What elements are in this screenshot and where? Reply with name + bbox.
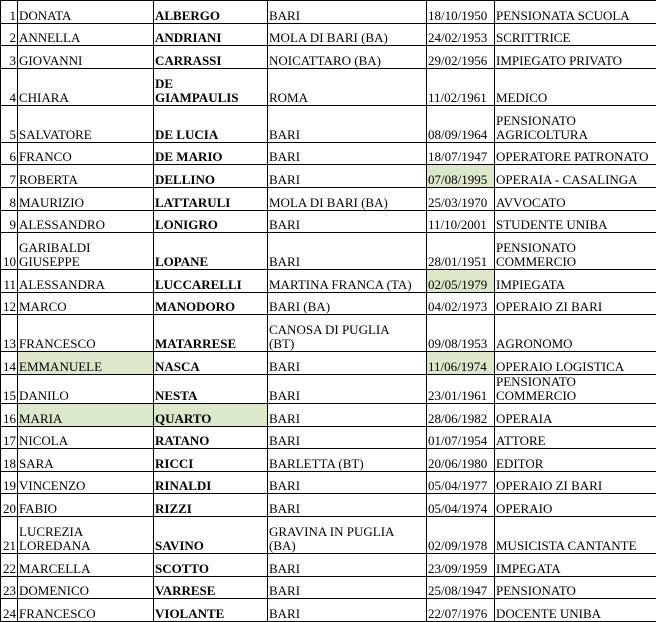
birth-date-cell: 02/09/1978 (427, 516, 495, 553)
table-row (1, 374, 656, 403)
first-name-cell: MARCELLA (18, 553, 154, 576)
last-name-cell: LUCCARELLI (154, 270, 268, 293)
profession-cell: PENSIONATO COMMERCIO (495, 374, 656, 403)
birth-date-cell: 11/06/1974 (427, 352, 495, 375)
table-row (1, 553, 656, 576)
city-cell: BARI (268, 426, 427, 449)
last-name-cell: LATTARULI (154, 187, 268, 210)
table-row (1, 516, 656, 553)
first-name-cell: FRANCESCO (18, 599, 154, 622)
first-name-cell: MARIA (18, 403, 154, 426)
city-cell: ROMA (268, 68, 427, 105)
row-number: 7 (1, 165, 18, 188)
row-number: 3 (1, 46, 18, 69)
first-name-cell: DONATA (18, 1, 154, 24)
city-cell: BARI (268, 105, 427, 142)
city-cell: NOICATTARO (BA) (268, 46, 427, 69)
profession-cell: OPERAIA (495, 403, 656, 426)
table-row (1, 576, 656, 599)
row-number: 20 (1, 494, 18, 517)
profession-cell: MUSICISTA CANTANTE (495, 516, 656, 553)
profession-cell: AVVOCATO (495, 187, 656, 210)
profession-cell-line: PENSIONATO (496, 114, 655, 128)
last-name-cell: RICCI (154, 449, 268, 472)
city-cell: BARI (268, 233, 427, 270)
last-name-cell: CARRASSI (154, 46, 268, 69)
first-name-cell: ROBERTA (18, 165, 154, 188)
first-name-cell: FRANCESCO (18, 315, 154, 352)
first-name-cell: ALESSANDRA (18, 270, 154, 293)
last-name-cell-line: GIAMPAULIS (155, 91, 266, 105)
last-name-cell: SAVINO (154, 516, 268, 553)
last-name-cell: RATANO (154, 426, 268, 449)
last-name-cell: VIOLANTE (154, 599, 268, 622)
row-number: 15 (1, 374, 18, 403)
first-name-cell-line: LOREDANA (19, 539, 152, 553)
profession-cell: IMPEGATA (495, 553, 656, 576)
profession-cell: AGRONOMO (495, 315, 656, 352)
last-name-cell: DE LUCIA (154, 105, 268, 142)
city-cell-line: (BT) (269, 337, 425, 351)
first-name-cell: SALVATORE (18, 105, 154, 142)
birth-date-cell: 18/07/1947 (427, 142, 495, 165)
city-cell: BARI (BA) (268, 292, 427, 315)
city-cell: BARI (268, 403, 427, 426)
row-number: 22 (1, 553, 18, 576)
table-row (1, 142, 656, 165)
first-name-cell: ANNELLA (18, 23, 154, 46)
table-row (1, 233, 656, 270)
row-number: 24 (1, 599, 18, 622)
birth-date-cell: 23/01/1961 (427, 374, 495, 403)
city-cell-line: CANOSA DI PUGLIA (269, 323, 425, 337)
row-number: 16 (1, 403, 18, 426)
city-cell: BARI (268, 374, 427, 403)
profession-cell: PENSIONATO COMMERCIO (495, 233, 656, 270)
city-cell: BARI (268, 576, 427, 599)
last-name-cell: VARRESE (154, 576, 268, 599)
table-row (1, 105, 656, 142)
last-name-cell: ALBERGO (154, 1, 268, 24)
table-row (1, 426, 656, 449)
row-number: 11 (1, 270, 18, 293)
last-name-cell: LOPANE (154, 233, 268, 270)
profession-cell: DOCENTE UNIBA (495, 599, 656, 622)
city-cell (268, 315, 427, 352)
first-name-cell-line: LUCREZIA (19, 525, 152, 539)
table-row (1, 599, 656, 622)
first-name-cell: EMMANUELE (18, 352, 154, 375)
row-number: 2 (1, 23, 18, 46)
first-name-cell: NICOLA (18, 426, 154, 449)
city-cell (268, 516, 427, 553)
profession-cell: OPERAIO ZI BARI (495, 471, 656, 494)
row-number: 21 (1, 516, 18, 553)
first-name-cell: CHIARA (18, 68, 154, 105)
last-name-cell: SCOTTO (154, 553, 268, 576)
table-row (1, 315, 656, 352)
row-number: 19 (1, 471, 18, 494)
last-name-cell: NESTA (154, 374, 268, 403)
row-number: 6 (1, 142, 18, 165)
city-cell: BARI (268, 352, 427, 375)
profession-cell: OPERAIA - CASALINGA (495, 165, 656, 188)
city-cell: BARLETTA (BT) (268, 449, 427, 472)
profession-cell: STUDENTE UNIBA (495, 210, 656, 233)
first-name-cell-line: GARIBALDI (19, 241, 152, 255)
birth-date-cell: 01/07/1954 (427, 426, 495, 449)
row-number: 18 (1, 449, 18, 472)
table-row (1, 270, 656, 293)
birth-date-cell: 08/09/1964 (427, 105, 495, 142)
first-name-cell: FRANCO (18, 142, 154, 165)
table-row (1, 46, 656, 69)
profession-cell (495, 105, 656, 142)
table-row (1, 292, 656, 315)
row-number: 17 (1, 426, 18, 449)
last-name-cell: DELLINO (154, 165, 268, 188)
first-name-cell (18, 233, 154, 270)
birth-date-cell: 28/06/1982 (427, 403, 495, 426)
profession-cell: EDITOR (495, 449, 656, 472)
birth-date-cell: 04/02/1973 (427, 292, 495, 315)
city-cell: MOLA DI BARI (BA) (268, 23, 427, 46)
table-row (1, 165, 656, 188)
table-row (1, 471, 656, 494)
table-row (1, 449, 656, 472)
profession-cell: OPERAIO LOGISTICA (495, 352, 656, 375)
birth-date-cell: 11/10/2001 (427, 210, 495, 233)
city-cell: MARTINA FRANCA (TA) (268, 270, 427, 293)
last-name-cell: ANDRIANI (154, 23, 268, 46)
first-name-cell: VINCENZO (18, 471, 154, 494)
first-name-cell: MARCO (18, 292, 154, 315)
row-number: 23 (1, 576, 18, 599)
city-cell: BARI (268, 599, 427, 622)
row-number: 8 (1, 187, 18, 210)
first-name-cell: FABIO (18, 494, 154, 517)
city-cell: BARI (268, 210, 427, 233)
row-number: 10 (1, 233, 18, 270)
last-name-cell: LONIGRO (154, 210, 268, 233)
city-cell: BARI (268, 471, 427, 494)
city-cell: BARI (268, 165, 427, 188)
city-cell-line: (BA) (269, 539, 425, 553)
city-cell: BARI (268, 142, 427, 165)
row-number: 4 (1, 68, 18, 105)
last-name-cell: RINALDI (154, 471, 268, 494)
row-number: 14 (1, 352, 18, 375)
profession-cell: IMPIEGATO PRIVATO (495, 46, 656, 69)
birth-date-cell: 07/08/1995 (427, 165, 495, 188)
profession-cell: PENSIONATA SCUOLA (495, 1, 656, 24)
profession-cell: OPERAIO (495, 494, 656, 517)
city-cell: MOLA DI BARI (BA) (268, 187, 427, 210)
first-name-cell: DANILO (18, 374, 154, 403)
birth-date-cell: 20/06/1980 (427, 449, 495, 472)
birth-date-cell: 05/04/1977 (427, 471, 495, 494)
first-name-cell: GIOVANNI (18, 46, 154, 69)
birth-date-cell: 25/03/1970 (427, 187, 495, 210)
last-name-cell: MANODORO (154, 292, 268, 315)
birth-date-cell: 25/08/1947 (427, 576, 495, 599)
first-name-cell (18, 516, 154, 553)
last-name-cell: MATARRESE (154, 315, 268, 352)
profession-cell: SCRITTRICE (495, 23, 656, 46)
first-name-cell: DOMENICO (18, 576, 154, 599)
first-name-cell: ALESSANDRO (18, 210, 154, 233)
profession-cell: PENSIONATO (495, 576, 656, 599)
profession-cell: IMPIEGATA (495, 270, 656, 293)
last-name-cell (154, 68, 268, 105)
birth-date-cell: 09/08/1953 (427, 315, 495, 352)
birth-date-cell: 18/10/1950 (427, 1, 495, 24)
profession-cell-line: AGRICOLTURA (496, 128, 655, 142)
birth-date-cell: 29/02/1956 (427, 46, 495, 69)
last-name-cell: RIZZI (154, 494, 268, 517)
table-row (1, 210, 656, 233)
first-name-cell-line: GIUSEPPE (19, 255, 152, 269)
first-name-cell: SARA (18, 449, 154, 472)
last-name-cell-line: DE (155, 77, 266, 91)
city-cell: BARI (268, 494, 427, 517)
last-name-cell: NASCA (154, 352, 268, 375)
city-cell: BARI (268, 553, 427, 576)
profession-cell: OPERAIO ZI BARI (495, 292, 656, 315)
birth-date-cell: 05/04/1974 (427, 494, 495, 517)
birth-date-cell: 11/02/1961 (427, 68, 495, 105)
table-row (1, 68, 656, 105)
last-name-cell: QUARTO (154, 403, 268, 426)
row-number: 5 (1, 105, 18, 142)
row-number: 13 (1, 315, 18, 352)
profession-cell: OPERATORE PATRONATO (495, 142, 656, 165)
city-cell-line: GRAVINA IN PUGLIA (269, 525, 425, 539)
candidate-table-body (1, 1, 656, 622)
last-name-cell: DE MARIO (154, 142, 268, 165)
birth-date-cell: 24/02/1953 (427, 23, 495, 46)
row-number: 12 (1, 292, 18, 315)
birth-date-cell: 22/07/1976 (427, 599, 495, 622)
city-cell: BARI (268, 1, 427, 24)
table-row (1, 352, 656, 375)
profession-cell: ATTORE (495, 426, 656, 449)
table-row (1, 403, 656, 426)
row-number: 1 (1, 1, 18, 24)
table-row (1, 494, 656, 517)
table-row (1, 1, 656, 24)
profession-cell: MEDICO (495, 68, 656, 105)
birth-date-cell: 23/09/1959 (427, 553, 495, 576)
table-row (1, 187, 656, 210)
birth-date-cell: 02/05/1979 (427, 270, 495, 293)
first-name-cell: MAURIZIO (18, 187, 154, 210)
birth-date-cell: 28/01/1951 (427, 233, 495, 270)
row-number: 9 (1, 210, 18, 233)
table-row (1, 23, 656, 46)
